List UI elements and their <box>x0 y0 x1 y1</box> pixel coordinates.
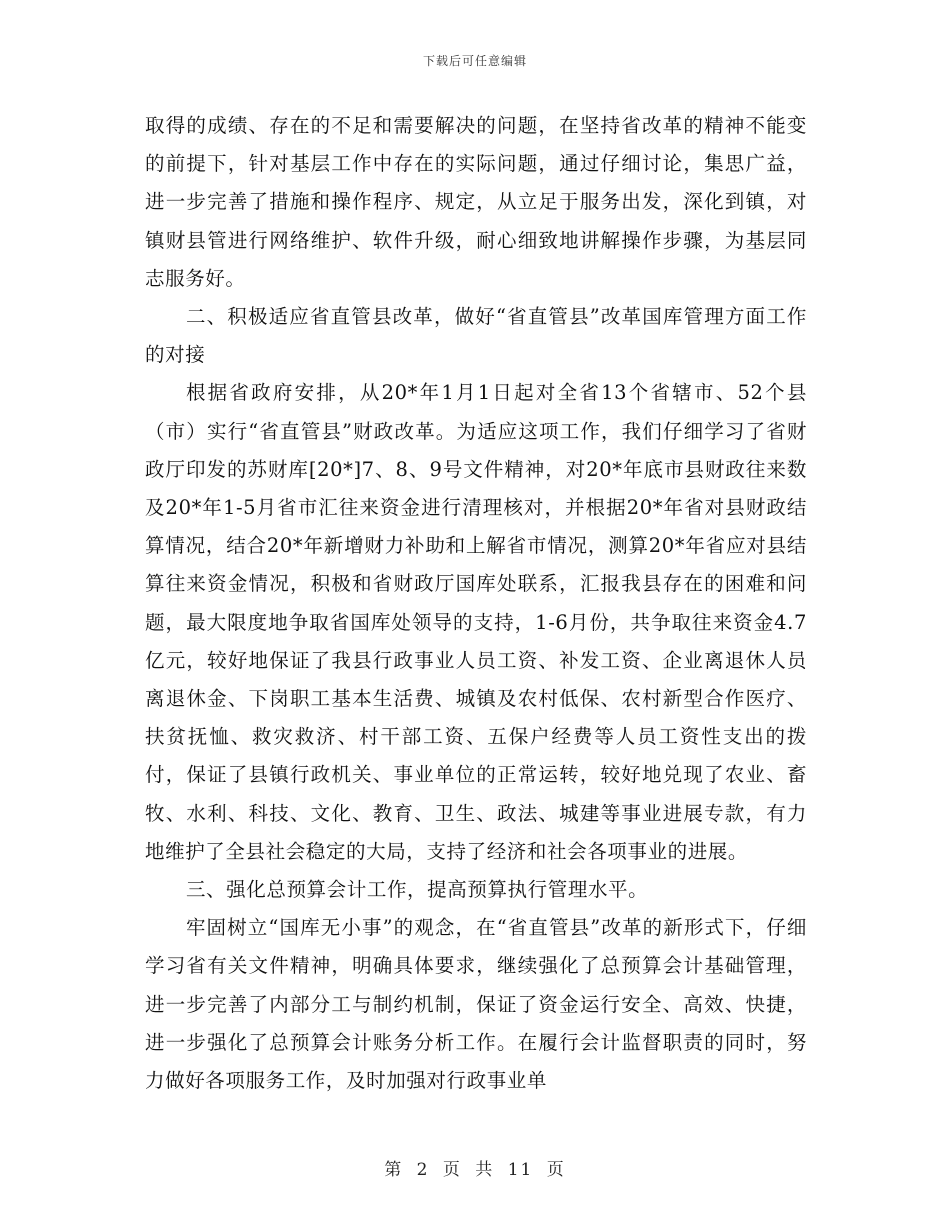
document-body <box>145 107 807 1100</box>
section-heading-3: 三、强化总预算会计工作，提高预算执行管理水平。 <box>185 878 649 902</box>
paragraph-section-2: 根据省政府安排，从20*年1月1日起对全省13个省辖市、52个县（市）实行“省直管县”财政改革。为适应这项工作，我们仔细学习了省财政厅印发的苏财库[20*]7、8、9号文件精神，对20*年底市县财政往来数及20*年1-5月省市汇往来资金进行清理核对，并根据20*年省对县财政结算情况，结合20*年新增财力补助和上解省市情况，测算20*年省应对县结算往来资金情况，积极和省财政厅国库处联系，汇报我县存在的困难和问题，最大限度地争取省国库处领导的支持，1-6月份，共争取往来资金4.7亿元，较好地保证了我县行政事业人员工资、补发工资、企业离退休人员离退休金、下岗职工基本生活费、城镇及农村低保、农村新型合作医疗、扶贫抚恤、救灾救济、村干部工资、五保户经费等人员工资性支出的拨付，保证了县镇行政机关、事业单位的正常运转，较好地兑现了农业、畜牧、水利、科技、文化、教育、卫生、政法、城建等事业进展专款，有力地维护了全县社会稳定的大局，支持了经济和社会各项事业的进展。 <box>145 381 807 863</box>
section-heading-2: 二、积极适应省直管县改革，做好“省直管县”改革国库管理方面工作的对接 <box>145 305 807 367</box>
paragraph-section-3: 牢固树立“国库无小事”的观念，在“省直管县”改革的新形式下，仔细学习省有关文件精神，明确具体要求，继续强化了总预算会计基础管理，进一步完善了内部分工与制约机制，保证了资金运行安全、高效、快捷，进一步强化了总预算会计账务分析工作。在履行会计监督职责的同时，努力做好各项服务工作，及时加强对行政事业单 <box>145 916 807 1093</box>
page-number: 第 2 页 共 11 页 <box>384 1160 566 1180</box>
page-header: 下载后可任意编辑 <box>422 54 527 68</box>
paragraph-continuation: 取得的成绩、存在的不足和需要解决的问题，在坚持省改革的精神不能变的前提下，针对基层工作中存在的实际问题，通过仔细讨论，集思广益，进一步完善了措施和操作程序、规定，从立足于服务出发，深化到镇，对镇财县管进行网络维护、软件升级，耐心细致地讲解操作步骤，为基层同志服务好。 <box>145 114 807 290</box>
